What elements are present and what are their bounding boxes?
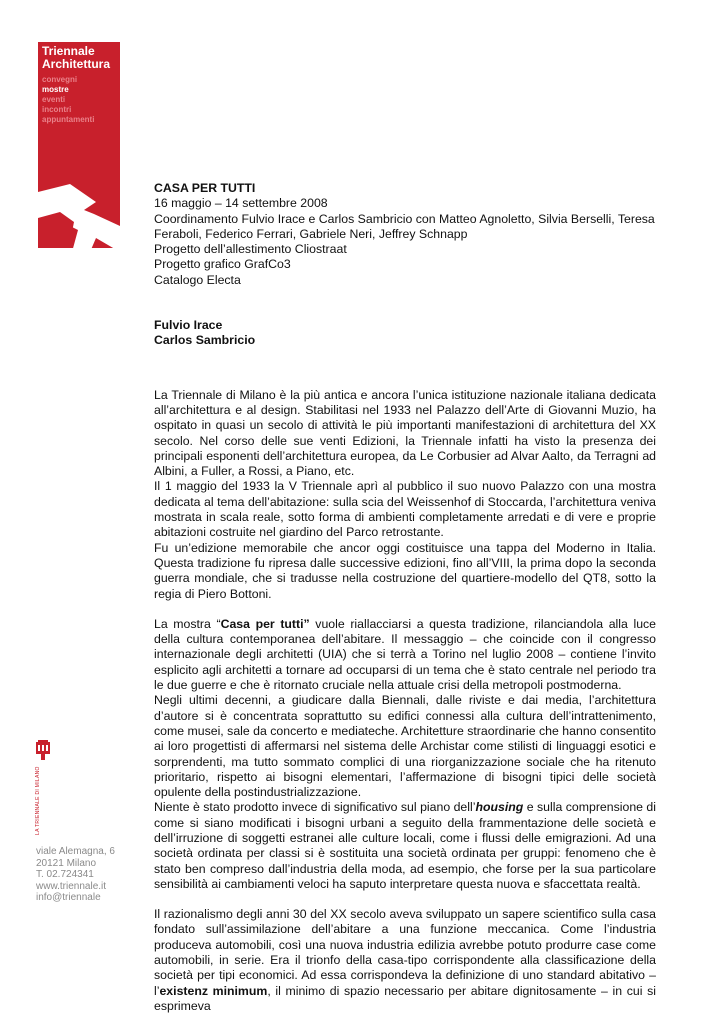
- brand-menu-item-incontri[interactable]: incontri: [42, 105, 72, 114]
- body-paragraph-7: [154, 907, 656, 1014]
- spacer: [154, 288, 656, 318]
- address-website[interactable]: www.triennale.it: [36, 880, 107, 892]
- body-paragraph-3: Fu un’edizione memorabile che ancor oggi costituisce una tappa del Moderno in Italia. Questa tradizione fu ripresa dalle successive edizioni, fino all’VIII, la prima dopo la seconda guerra mondiale, che si tradusse nella costruzione del quartiere-modello del QT8, sotto la regia di Piero Bottoni.: [154, 540, 656, 601]
- author-1: Fulvio Irace: [154, 318, 223, 333]
- logo-text: LA TRIENNALE DI MILANO: [35, 766, 41, 835]
- body-paragraph-1: La Triennale di Milano è la più antica e ancora l’unica istituzione nazionale italiana dedicata all’architettura e al design. Stabilitasi nel 1933 nel Palazzo dell’Arte di Giovanni Muzio, ha ospitato in quasi un secolo di attività le più importanti manifestazioni di architettura del XX secolo. Nel corso delle sue venti Edizioni, la Triennale infatti ha visto la presenza dei principali esponenti dell’architettura europea, da Le Corbusier ad Alvar Aalto, da Terragni ad Albini, a Fuller, a Rossi, a Piano, etc.: [154, 387, 656, 479]
- brand-menu-item-mostre[interactable]: mostre: [42, 85, 69, 94]
- address-email[interactable]: info@triennale: [36, 892, 101, 904]
- brand-title-line1: Triennale: [42, 44, 95, 58]
- p4-text-after: vuole riallacciarsi a questa tradizione, rilanciandola alla luce della cultura contemporanea dell’abitare. Il messaggio – che coincide con il congresso internazionale degli architetti (UIA) che si terrà a Torino nel luglio 2008 – contiene l’invito esplicito agli architetti a tornare ad occuparsi di un tema che è stato centrale nel periodo tra le due guerre e che è ritornato cruciale nella attuale crisi della metropoli postmoderna.: [154, 616, 657, 693]
- address-block: [36, 846, 115, 904]
- main-content: [154, 181, 656, 1014]
- spacer: [154, 602, 656, 617]
- body-paragraph-2: Il 1 maggio del 1933 la V Triennale aprì al pubblico il suo nuovo Palazzo con una mostra dedicata al tema dell’abitazione: sulla scia del Weissenhof di Stoccarda, l’architettura veniva mostrata in scala reale, sotto forma di ambienti completamente arredati e di vere e proprie abitazioni costruite nel giardino del Parco retrostante.: [154, 479, 656, 540]
- triennale-building-logo-icon: [36, 740, 50, 760]
- p6-emphasis: housing: [475, 800, 524, 815]
- spacer: [154, 349, 656, 388]
- brand-menu-item-eventi[interactable]: eventi: [42, 95, 66, 104]
- address-city: 20121 Milano: [36, 857, 97, 869]
- p6-text-before: Niente è stato prodotto invece di significativo sul piano dell’: [154, 800, 476, 815]
- author-2: Carlos Sambricio: [154, 333, 256, 348]
- page-title: CASA PER TUTTI: [154, 181, 256, 195]
- brand-title-line2: Architettura: [42, 57, 111, 71]
- triennale-t-mark-icon: [38, 172, 120, 248]
- brand-menu-item-appuntamenti[interactable]: appuntamenti: [42, 115, 95, 124]
- address-phone: T. 02.724341: [36, 869, 94, 881]
- spacer: [154, 892, 656, 907]
- catalogue: Catalogo Electa: [154, 272, 241, 287]
- brand-title: [42, 45, 110, 71]
- exhibit-design: Progetto dell’allestimento Cliostraat: [154, 242, 347, 257]
- p7-emphasis: existenz minimum: [159, 983, 268, 998]
- exhibition-dates: 16 maggio – 14 settembre 2008: [154, 196, 328, 211]
- p4-emphasis: Casa per tutti”: [220, 616, 310, 631]
- body-paragraph-4: [154, 617, 656, 693]
- body-paragraph-5: Negli ultimi decenni, a giudicare dalla Biennali, dalle riviste e dai media, l’architettura d’autore si è concentrata soprattutto su edifici connessi alla cultura dell’intrattenimento, come musei, sale da concerto e mediateche. Architetture straordinarie che hanno consentito ai loro progettisti di affermarsi nel sistema delle Archistar come stilisti di linguaggi esotici e sorprendenti, ma tutto sommato complici di una riorganizzazione sociale che ha ritenuto prioritario, rispetto ai bisogni elementari, l’affermazione di bisogni tipici delle società opulente della postindustrializzazione.: [154, 693, 656, 800]
- brand-band: [38, 42, 120, 248]
- p7-text-after: , il minimo di spazio necessario per abitare dignitosamente – in cui si esprimeva: [154, 983, 656, 1013]
- p6-text-after: e sulla comprensione di come si siano modificati i bisogni urbani a seguito della frammentazione delle società e dell’irruzione di soggetti estranei alle culture locali, come i flussi delle emigrazioni. Ad una società ordinata per classi si è sostituita una società ordinata per gruppi: fenomeno che è stato ben compreso dall’industria della moda, ad esempio, che forse per la sua particolare sensibilità ai cambiamenti veloci ha saputo interpretare questa nuova e sfaccettata realtà.: [154, 800, 657, 891]
- p4-text-before: La mostra “: [154, 616, 221, 631]
- address-street: viale Alemagna, 6: [36, 846, 115, 857]
- brand-menu: [42, 75, 94, 125]
- coordination: Coordinamento Fulvio Irace e Carlos Sambricio con Matteo Agnoletto, Silvia Berselli, Teresa Feraboli, Federico Ferrari, Gabriele Neri, Jeffrey Schnapp: [154, 211, 655, 241]
- graphic-design: Progetto grafico GrafCo3: [154, 257, 291, 272]
- body-paragraph-6: [154, 800, 656, 892]
- brand-menu-item-convegni[interactable]: convegni: [42, 75, 78, 84]
- p7-text-before: Il razionalismo degli anni 30 del XX secolo aveva sviluppato un sapere scientifico sulla casa fondato sull’assimilazione dell’abitare a una funzione meccanica. Come l’industria produceva automobili, così una nuova industria edilizia avrebbe potuto produrre case come automobili, in serie. Era il trionfo della casa-tipo corrispondente alla classificazione della società per tipi economici. Ad essa corrispondeva la definizione di uno standard abitativo – l’: [154, 907, 656, 998]
